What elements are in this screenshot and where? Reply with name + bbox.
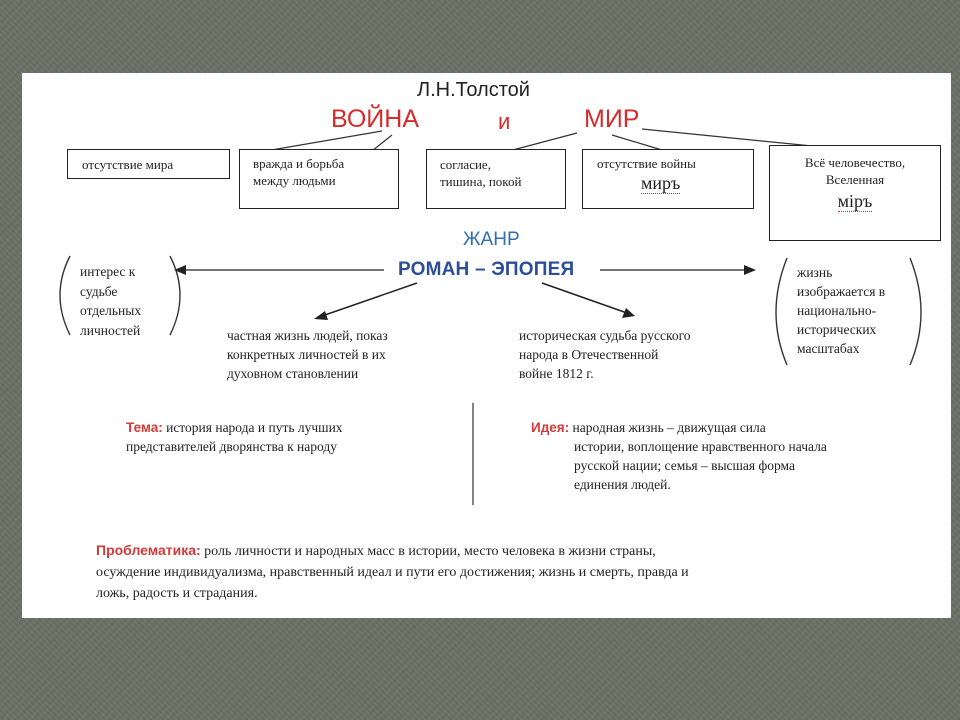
idea-text-line3: русской нации; семья – высшая форма xyxy=(574,458,795,473)
box-no-peace-text: отсутствие мира xyxy=(82,157,174,172)
line-peace-b4 xyxy=(612,135,662,150)
box-no-war xyxy=(582,149,754,209)
right-description-line: народа в Отечественной xyxy=(519,347,659,362)
idea-text-line2: истории, воплощение нравственного начала xyxy=(574,439,827,454)
right-description-line: историческая судьба русского xyxy=(519,328,691,343)
theme-block xyxy=(126,418,456,456)
left-description xyxy=(227,326,457,383)
title-peace: МИР xyxy=(584,105,640,133)
box-universe-line2: Вселенная xyxy=(825,172,885,187)
genre-name: РОМАН – ЭПОПЕЯ xyxy=(398,259,575,280)
left-description-line: частная жизнь людей, показ xyxy=(227,328,388,343)
right-bracket-line: масштабах xyxy=(797,341,860,356)
box-no-war-line1: отсутствие войны xyxy=(597,156,696,171)
problems-block xyxy=(96,540,941,604)
left-bracket-line: интерес к xyxy=(80,264,136,279)
problems-text-line3: ложь, радость и страдания. xyxy=(96,586,258,601)
genre-label: ЖАНР xyxy=(463,229,520,250)
box-harmony-line1: согласие, xyxy=(440,157,491,172)
left-bracket-line: отдельных xyxy=(80,303,142,318)
arrow-to-left-desc xyxy=(322,283,417,316)
title-and: и xyxy=(498,109,511,134)
box-enmity-line1: вражда и борьба xyxy=(253,156,345,171)
box-enmity-line2: между людьми xyxy=(253,173,336,188)
box-universe-line1: Всё человечество, xyxy=(804,155,906,170)
right-bracket-line: жизнь xyxy=(797,265,833,280)
box-enmity xyxy=(239,149,399,209)
right-bracket-line: национально- xyxy=(797,303,877,318)
right-description-line: войне 1812 г. xyxy=(519,366,594,381)
box-universe xyxy=(769,145,941,241)
right-bracket-line: изображается в xyxy=(797,284,886,299)
problems-label: Проблематика: xyxy=(96,542,201,558)
author-name: Л.Н.Толстой xyxy=(417,79,530,101)
box-harmony-line2: тишина, покой xyxy=(440,174,522,189)
left-bracket-text xyxy=(80,262,175,340)
right-bracket-line: исторических xyxy=(797,322,877,337)
theme-label: Тема: xyxy=(126,420,163,435)
right-description xyxy=(519,326,759,383)
left-description-line: конкретных личностей в их xyxy=(227,347,386,362)
theme-text-line2: представителей дворянства к народу xyxy=(126,439,337,454)
arrow-to-right-desc-head xyxy=(622,308,635,318)
title-war: ВОЙНА xyxy=(331,105,419,133)
slide xyxy=(22,73,951,618)
idea-label: Идея: xyxy=(531,420,570,435)
problems-text-line2: осуждение индивидуализма, нравственный идеал и пути его достижения; жизнь и смерть, правда и xyxy=(96,565,689,580)
left-bracket-open xyxy=(60,256,70,335)
box-no-war-word: миръ xyxy=(641,173,681,193)
box-no-peace xyxy=(67,149,230,179)
left-bracket-line: судьбе xyxy=(80,283,118,299)
arrow-to-right-desc xyxy=(542,283,627,313)
problems-text-line1: роль личности и народных масс в истории, место человека в жизни страны, xyxy=(204,544,656,559)
theme-text-line1: история народа и путь лучших xyxy=(166,420,343,435)
arrow-to-left-desc-head xyxy=(314,311,328,320)
arrow-right-head xyxy=(744,265,756,275)
left-bracket-line: личностей xyxy=(80,322,141,338)
idea-text-line4: единения людей. xyxy=(574,477,671,492)
box-harmony xyxy=(426,149,566,209)
idea-block xyxy=(531,418,931,494)
box-universe-word: мiръ xyxy=(837,191,873,211)
right-bracket-text xyxy=(797,263,917,358)
left-description-line: духовном становлении xyxy=(227,366,359,381)
right-bracket-open xyxy=(776,258,787,365)
idea-text-line1: народная жизнь – движущая сила xyxy=(572,420,766,435)
